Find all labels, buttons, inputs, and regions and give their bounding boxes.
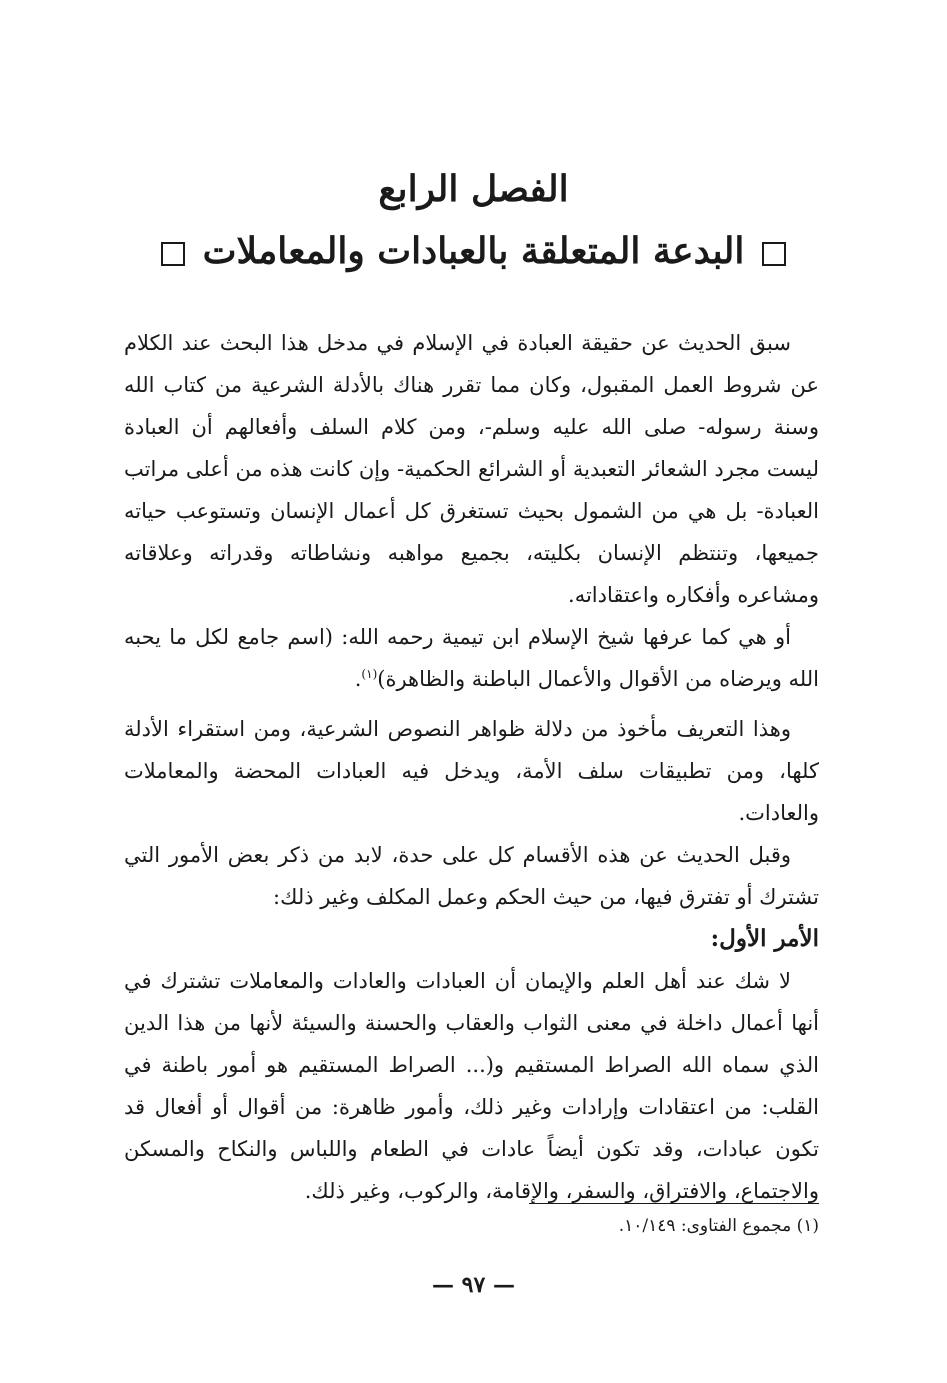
section-title <box>0 230 947 272</box>
footnote-reference: (١) <box>361 667 378 681</box>
footnote: (١) مجموع الفتاوى: ١٠/١٤٩. <box>618 1216 819 1236</box>
body-text <box>124 322 819 1212</box>
paragraph-3: وهذا التعريف مأخوذ من دلالة ظواهر النصوص الشرعية، ومن استقراء الأدلة كلها، ومن تطبيقات سلف الأمة، ويدخل فيه العبادات المحضة والمعاملات والعادات. <box>124 717 819 825</box>
chapter-title: الفصل الرابع <box>378 168 569 210</box>
paragraph-2 <box>124 616 819 700</box>
page-number: — ٩٧ — <box>432 1272 515 1298</box>
paragraph-1: سبق الحديث عن حقيقة العبادة في الإسلام في مدخل هذا البحث عند الكلام عن شروط العمل المقبول، وكان مما تقرر هناك بالأدلة الشرعية من كتاب الله وسنة رسوله- صلى الله عليه وسلم-، ومن كلام السلف وأفعالهم أن العبادة ليست مجرد الشعائر التعبدية أو الشرائع الحكمية- وإن كانت هذه من أعلى مراتب العبادة- بل هي من الشمول بحيث تستغرق كل أعمال الإنسان وتستوعب حياته جميعها، وتنتظم الإنسان بكليته، بجميع مواهبه ونشاطاته وقدراته وعلاقاته ومشاعره وأفكاره واعتقاداته. <box>124 331 819 607</box>
paragraph-2-text: أو هي كما عرفها شيخ الإسلام ابن تيمية رحمه الله: (اسم جامع لكل ما يحبه الله ويرضاه من الأقوال والأعمال الباطنة والظاهرة) <box>124 625 819 691</box>
subheading-first-matter: الأمر الأول: <box>710 925 819 952</box>
paragraph-5: لا شك عند أهل العلم والإيمان أن العبادات والعادات والمعاملات تشترك في أنها أعمال داخلة في معنى الثواب والعقاب والحسنة والسيئة لأنها من هذا الدين الذي سماه الله الصراط المستقيم و(... الصراط المستقيم هو أمور باطنة في القلب: من اعتقادات وإرادات وغير ذلك، وأمور ظاهرة: من أقوال أو أفعال قد تكون عبادات، وقد تكون أيضاً عادات في الطعام واللباس والنكاح والمسكن والاجتماع، والافتراق، والسفر، والإقامة، والركوب، وغير ذلك. <box>124 969 819 1203</box>
square-ornament-icon <box>161 242 185 266</box>
square-ornament-icon <box>762 242 786 266</box>
paragraph-2-end: . <box>354 667 362 691</box>
section-title-text: البدعة المتعلقة بالعبادات والمعاملات <box>202 230 745 272</box>
paragraph-4: وقبل الحديث عن هذه الأقسام كل على حدة، لابد من ذكر بعض الأمور التي تشترك أو تفترق فيها، من حيث الحكم وعمل المكلف وغير ذلك: <box>124 843 819 909</box>
footnote-divider <box>529 1203 819 1204</box>
